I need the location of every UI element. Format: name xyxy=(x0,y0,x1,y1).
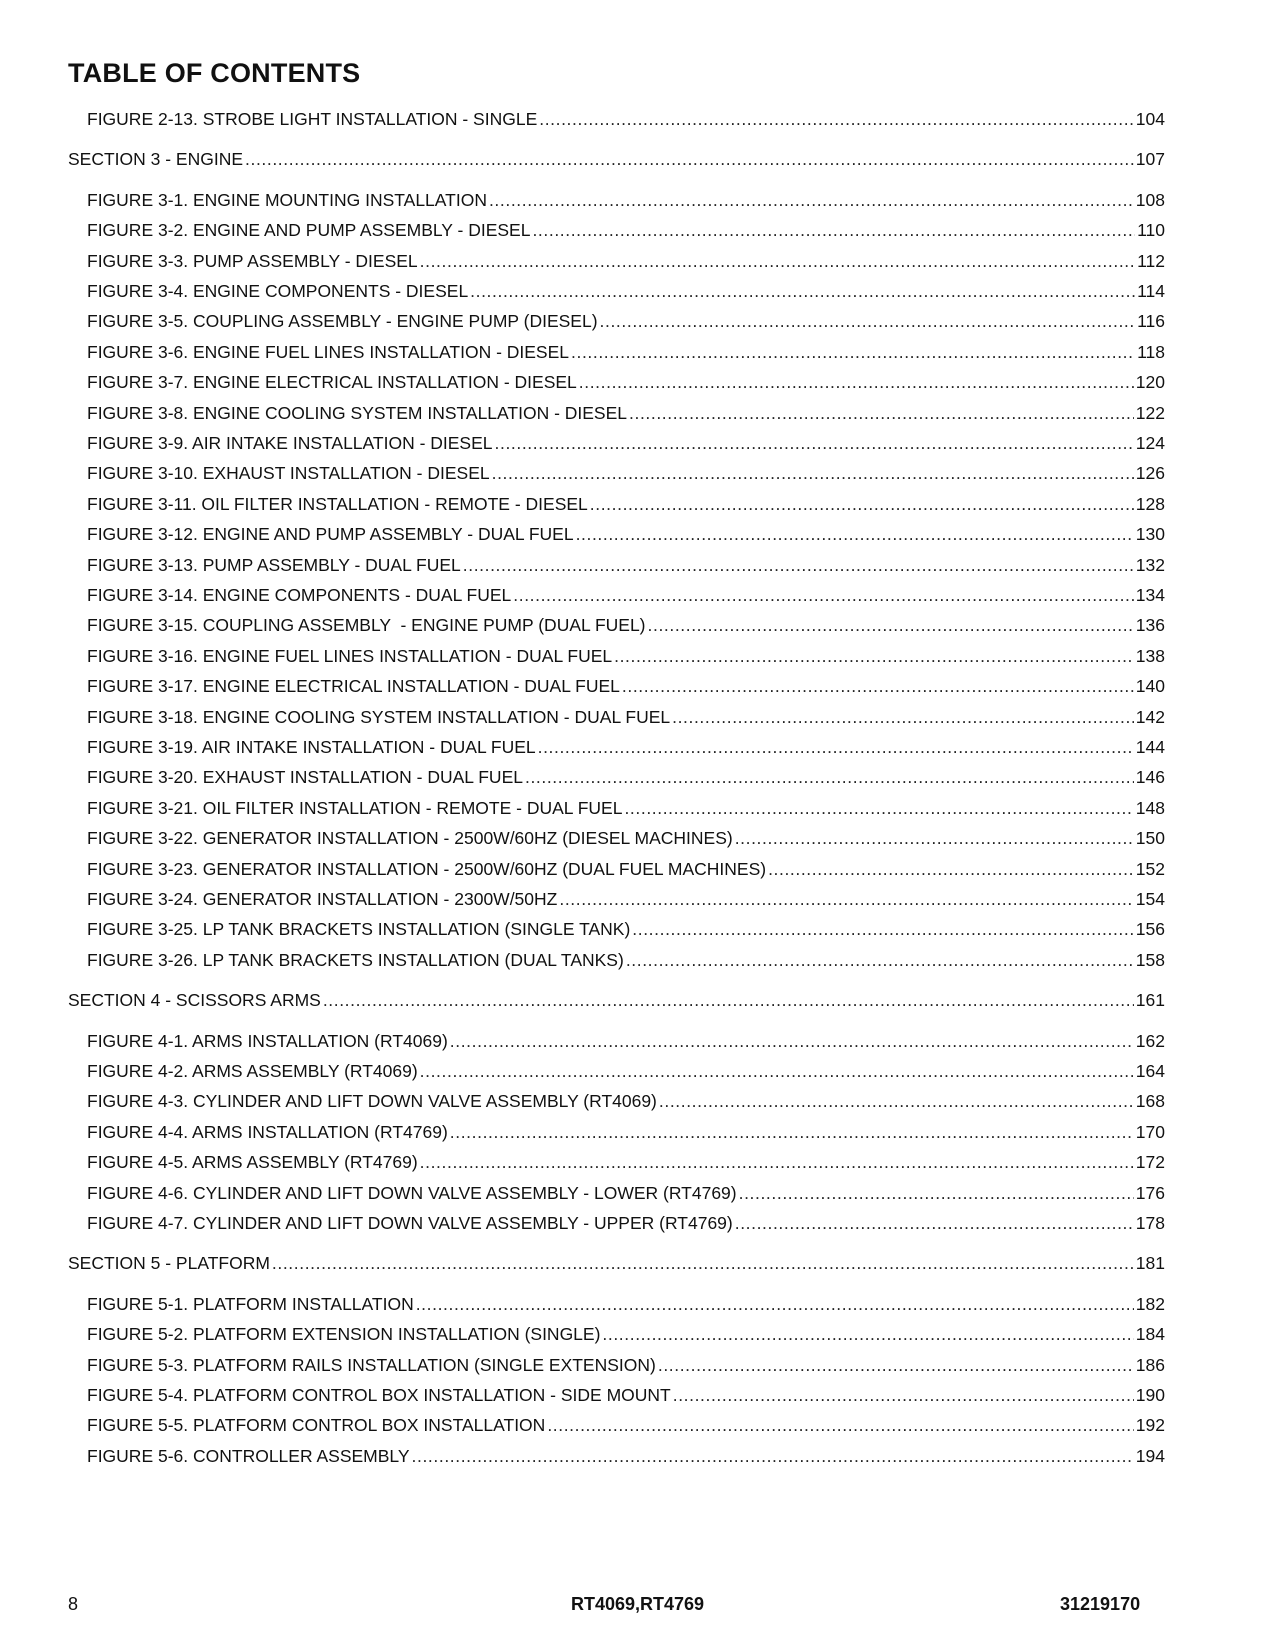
toc-dot-leader xyxy=(626,949,1134,971)
toc-dot-leader xyxy=(420,250,1135,272)
toc-entry-label: FIGURE 2-13. STROBE LIGHT INSTALLATION - SINGLE xyxy=(87,109,538,129)
toc-figure-entry[interactable] xyxy=(87,645,1165,667)
toc-figure-entry[interactable] xyxy=(87,1030,1165,1052)
toc-dot-leader xyxy=(576,523,1134,545)
toc-figure-entry[interactable] xyxy=(87,1384,1165,1406)
toc-figure-entry[interactable] xyxy=(87,493,1165,515)
toc-entry-label: FIGURE 4-5. ARMS ASSEMBLY (RT4769) xyxy=(87,1152,418,1173)
toc-entry-page: 128 xyxy=(1135,493,1165,514)
toc-entry-label: FIGURE 4-7. CYLINDER AND LIFT DOWN VALVE ASSEMBLY - UPPER (RT4769) xyxy=(87,1213,733,1233)
toc-entry-page: 156 xyxy=(1135,919,1165,940)
toc-figure-entry[interactable] xyxy=(87,1182,1165,1204)
toc-dot-leader xyxy=(323,989,1134,1011)
toc-entry-page: 190 xyxy=(1135,1385,1165,1405)
toc-entry-label: FIGURE 3-4. ENGINE COMPONENTS - DIESEL xyxy=(87,281,469,301)
toc-figure-entry[interactable] xyxy=(87,675,1165,697)
toc-entry-page: 181 xyxy=(1135,1253,1165,1274)
toc-dot-leader xyxy=(600,310,1136,332)
toc-entry-page: 114 xyxy=(1137,281,1165,301)
toc-dot-leader xyxy=(489,189,1134,211)
toc-dot-leader xyxy=(450,1030,1134,1052)
toc-entry-page: 162 xyxy=(1135,1030,1165,1051)
toc-entry-label: FIGURE 5-3. PLATFORM RAILS INSTALLATION (SINGLE EXTENSION) xyxy=(87,1354,656,1375)
toc-entry-page: 108 xyxy=(1135,189,1165,210)
toc-dot-leader xyxy=(735,1212,1134,1234)
toc-entry-label: FIGURE 4-1. ARMS INSTALLATION (RT4069) xyxy=(87,1030,448,1051)
toc-figure-entry[interactable] xyxy=(87,858,1165,880)
toc-dot-leader xyxy=(416,1293,1134,1315)
toc-dot-leader xyxy=(768,858,1134,880)
toc-figure-entry[interactable] xyxy=(87,1212,1165,1234)
toc-dot-leader xyxy=(420,1151,1134,1173)
toc-entry-label: FIGURE 3-5. COUPLING ASSEMBLY - ENGINE PUMP (DIESEL) xyxy=(87,311,598,332)
toc-entry-label: FIGURE 4-2. ARMS ASSEMBLY (RT4069) xyxy=(87,1061,418,1081)
toc-entry-page: 134 xyxy=(1135,585,1165,605)
toc-entry-label: FIGURE 3-23. GENERATOR INSTALLATION - 2500W/60HZ (DUAL FUEL MACHINES) xyxy=(87,858,767,879)
toc-dot-leader xyxy=(659,1090,1134,1112)
footer-page-number: 8 xyxy=(68,1594,79,1614)
toc-entry-page: 130 xyxy=(1135,524,1165,545)
toc-section-entry[interactable] xyxy=(68,148,1165,170)
toc-entry-page: 107 xyxy=(1135,149,1165,170)
toc-dot-leader xyxy=(547,1414,1133,1436)
toc-figure-entry[interactable] xyxy=(87,108,1165,130)
toc-entry-label: FIGURE 3-3. PUMP ASSEMBLY - DIESEL xyxy=(87,250,418,271)
toc-dot-leader xyxy=(420,1060,1134,1082)
toc-entry-page: 186 xyxy=(1135,1354,1165,1375)
toc-entry-page: 170 xyxy=(1135,1121,1165,1142)
toc-entry-page: 118 xyxy=(1137,341,1165,362)
toc-entry-label: FIGURE 3-7. ENGINE ELECTRICAL INSTALLATION - DIESEL xyxy=(87,372,577,393)
toc-entry-page: 148 xyxy=(1135,797,1165,818)
toc-dot-leader xyxy=(532,219,1135,241)
toc-dot-leader xyxy=(673,1384,1134,1406)
toc-dot-leader xyxy=(622,675,1134,697)
toc-dot-leader xyxy=(538,736,1134,758)
toc-entry-label: FIGURE 5-5. PLATFORM CONTROL BOX INSTALLATION xyxy=(87,1415,546,1436)
toc-figure-entry[interactable] xyxy=(87,462,1165,484)
toc-entry-page: 116 xyxy=(1137,311,1165,332)
toc-dot-leader xyxy=(739,1182,1134,1204)
toc-entry-label: FIGURE 3-9. AIR INTAKE INSTALLATION - DIESEL xyxy=(87,433,493,453)
toc-section-entry[interactable] xyxy=(68,989,1165,1011)
toc-entry-page: 140 xyxy=(1135,676,1165,697)
toc-dot-leader xyxy=(539,108,1134,130)
toc-dot-leader xyxy=(672,706,1134,728)
toc-entry-label: FIGURE 5-4. PLATFORM CONTROL BOX INSTALLATION - SIDE MOUNT xyxy=(87,1385,671,1405)
toc-dot-leader xyxy=(735,827,1134,849)
toc-entry-page: 154 xyxy=(1135,889,1165,909)
toc-dot-leader xyxy=(658,1354,1134,1376)
toc-entry-label: FIGURE 4-3. CYLINDER AND LIFT DOWN VALVE ASSEMBLY (RT4069) xyxy=(87,1091,657,1112)
toc-figure-entry[interactable] xyxy=(87,584,1165,606)
toc-entry-page: 122 xyxy=(1135,402,1165,423)
toc-entry-page: 146 xyxy=(1135,767,1165,788)
toc-entry-page: 120 xyxy=(1135,372,1165,393)
toc-entry-page: 104 xyxy=(1135,109,1165,129)
toc-figure-entry[interactable] xyxy=(87,1060,1165,1082)
toc-entry-page: 164 xyxy=(1135,1061,1165,1081)
toc-entry-page: 194 xyxy=(1135,1445,1165,1466)
toc-entry-page: 110 xyxy=(1137,220,1165,241)
toc-entry-page: 158 xyxy=(1135,949,1165,970)
toc-figure-entry[interactable] xyxy=(87,1293,1165,1315)
toc-entry-label: FIGURE 3-19. AIR INTAKE INSTALLATION - DUAL FUEL xyxy=(87,737,536,757)
toc-entry-label: FIGURE 3-10. EXHAUST INSTALLATION - DIESEL xyxy=(87,463,490,484)
toc-entry-page: 124 xyxy=(1135,433,1165,453)
toc-entry-page: 150 xyxy=(1135,828,1165,849)
toc-entry-page: 168 xyxy=(1135,1091,1165,1112)
toc-figure-entry[interactable] xyxy=(87,1090,1165,1112)
toc-figure-entry[interactable] xyxy=(87,402,1165,424)
toc-entry-page: 178 xyxy=(1135,1213,1165,1233)
toc-entry-label: FIGURE 3-18. ENGINE COOLING SYSTEM INSTALLATION - DUAL FUEL xyxy=(87,706,671,727)
toc-entry-label: FIGURE 4-4. ARMS INSTALLATION (RT4769) xyxy=(87,1121,448,1142)
toc-entry-label: FIGURE 5-1. PLATFORM INSTALLATION xyxy=(87,1293,414,1314)
toc-entry-page: 112 xyxy=(1137,250,1165,271)
toc-entry-label: FIGURE 4-6. CYLINDER AND LIFT DOWN VALVE ASSEMBLY - LOWER (RT4769) xyxy=(87,1182,737,1203)
toc-figure-entry[interactable] xyxy=(87,371,1165,393)
toc-entry-page: 138 xyxy=(1135,645,1165,666)
toc-dot-leader xyxy=(272,1252,1134,1274)
toc-figure-entry[interactable] xyxy=(87,1354,1165,1376)
footer-model-text: RT4069,RT4769 xyxy=(570,1594,705,1614)
toc-entry-page: 182 xyxy=(1135,1293,1165,1314)
toc-figure-entry[interactable] xyxy=(87,523,1165,545)
toc-figure-entry[interactable] xyxy=(87,280,1165,302)
toc-entry-page: 176 xyxy=(1135,1182,1165,1203)
toc-dot-leader xyxy=(571,341,1135,363)
toc-entry-page: 172 xyxy=(1135,1152,1165,1173)
toc-entry-label: SECTION 4 - SCISSORS ARMS xyxy=(68,990,321,1011)
toc-figure-entry[interactable] xyxy=(87,1121,1165,1143)
toc-entry-label: FIGURE 3-16. ENGINE FUEL LINES INSTALLATION - DUAL FUEL xyxy=(87,645,613,666)
toc-figure-entry[interactable] xyxy=(87,888,1165,910)
toc-figure-entry[interactable] xyxy=(87,1445,1165,1467)
toc-dot-leader xyxy=(632,918,1134,940)
footer-doc-number: 31219170 xyxy=(1060,1594,1141,1614)
toc-dot-leader xyxy=(245,148,1134,170)
toc-entry-label: FIGURE 3-21. OIL FILTER INSTALLATION - REMOTE - DUAL FUEL xyxy=(87,797,623,818)
toc-entry-label: FIGURE 5-2. PLATFORM EXTENSION INSTALLATION (SINGLE) xyxy=(87,1324,601,1345)
toc-entry-label: FIGURE 3-1. ENGINE MOUNTING INSTALLATION xyxy=(87,189,487,210)
toc-figure-entry[interactable] xyxy=(87,189,1165,211)
toc-figure-entry[interactable] xyxy=(87,614,1165,636)
toc-entry-page: 136 xyxy=(1135,615,1165,636)
toc-dot-leader xyxy=(492,462,1134,484)
toc-entry-page: 144 xyxy=(1135,737,1165,757)
toc-dot-leader xyxy=(513,584,1134,606)
toc-entry-label: FIGURE 3-15. COUPLING ASSEMBLY - ENGINE PUMP (DUAL FUEL) xyxy=(87,615,646,636)
toc-figure-entry[interactable] xyxy=(87,797,1165,819)
toc-entry-label: FIGURE 3-20. EXHAUST INSTALLATION - DUAL FUEL xyxy=(87,767,523,788)
toc-entry-label: FIGURE 3-26. LP TANK BRACKETS INSTALLATION (DUAL TANKS) xyxy=(87,949,624,970)
toc-entry-label: FIGURE 3-25. LP TANK BRACKETS INSTALLATION (SINGLE TANK) xyxy=(87,919,631,940)
toc-figure-entry[interactable] xyxy=(87,706,1165,728)
toc-dot-leader xyxy=(624,797,1133,819)
toc-figure-entry[interactable] xyxy=(87,219,1165,241)
toc-entry-page: 161 xyxy=(1135,990,1165,1011)
toc-entry-label: FIGURE 3-17. ENGINE ELECTRICAL INSTALLATION - DUAL FUEL xyxy=(87,676,620,697)
toc-figure-entry[interactable] xyxy=(87,918,1165,940)
toc-figure-entry[interactable] xyxy=(87,310,1165,332)
page-title: TABLE OF CONTENTS xyxy=(68,58,361,88)
toc-dot-leader xyxy=(463,554,1134,576)
toc-entry-page: 126 xyxy=(1135,463,1165,484)
toc-figure-entry[interactable] xyxy=(87,341,1165,363)
toc-entry-label: FIGURE 3-6. ENGINE FUEL LINES INSTALLATION - DIESEL xyxy=(87,341,570,362)
toc-entry-label: SECTION 3 - ENGINE xyxy=(68,149,244,170)
toc-figure-entry[interactable] xyxy=(87,432,1165,454)
toc-figure-entry[interactable] xyxy=(87,250,1165,272)
toc-dot-leader xyxy=(525,766,1134,788)
toc-figure-entry[interactable] xyxy=(87,554,1165,576)
toc-dot-leader xyxy=(412,1445,1134,1467)
toc-figure-entry[interactable] xyxy=(87,766,1165,788)
toc-dot-leader xyxy=(602,1323,1133,1345)
toc-entry-label: FIGURE 3-13. PUMP ASSEMBLY - DUAL FUEL xyxy=(87,554,461,575)
toc-dot-leader xyxy=(648,614,1134,636)
toc-entry-label: SECTION 5 - PLATFORM xyxy=(68,1253,270,1274)
toc-entry-page: 132 xyxy=(1135,554,1165,575)
toc-figure-entry[interactable] xyxy=(87,1414,1165,1436)
toc-dot-leader xyxy=(590,493,1134,515)
toc-figure-entry[interactable] xyxy=(87,1323,1165,1345)
toc-figure-entry[interactable] xyxy=(87,1151,1165,1173)
toc-entry-label: FIGURE 3-14. ENGINE COMPONENTS - DUAL FUEL xyxy=(87,585,512,605)
toc-dot-leader xyxy=(559,888,1133,910)
toc-dot-leader xyxy=(579,371,1134,393)
toc-entry-label: FIGURE 3-11. OIL FILTER INSTALLATION - REMOTE - DIESEL xyxy=(87,493,588,514)
toc-entry-label: FIGURE 5-6. CONTROLLER ASSEMBLY xyxy=(87,1445,410,1466)
toc-entry-label: FIGURE 3-22. GENERATOR INSTALLATION - 2500W/60HZ (DIESEL MACHINES) xyxy=(87,828,733,849)
toc-entry-page: 152 xyxy=(1135,858,1165,879)
toc-entry-label: FIGURE 3-24. GENERATOR INSTALLATION - 2300W/50HZ xyxy=(87,889,558,909)
toc-figure-entry[interactable] xyxy=(87,949,1165,971)
toc-dot-leader xyxy=(629,402,1134,424)
toc-entry-page: 184 xyxy=(1135,1324,1165,1345)
toc-dot-leader xyxy=(450,1121,1134,1143)
toc-figure-entry[interactable] xyxy=(87,827,1165,849)
toc-section-entry[interactable] xyxy=(68,1252,1165,1274)
toc-entry-label: FIGURE 3-2. ENGINE AND PUMP ASSEMBLY - DIESEL xyxy=(87,220,531,241)
toc-dot-leader xyxy=(470,280,1135,302)
toc-entry-page: 142 xyxy=(1135,706,1165,727)
toc-entry-label: FIGURE 3-12. ENGINE AND PUMP ASSEMBLY - DUAL FUEL xyxy=(87,524,574,545)
toc-dot-leader xyxy=(614,645,1134,667)
toc-entry-page: 192 xyxy=(1135,1415,1165,1436)
toc-figure-entry[interactable] xyxy=(87,736,1165,758)
toc-dot-leader xyxy=(495,432,1134,454)
toc-entry-label: FIGURE 3-8. ENGINE COOLING SYSTEM INSTALLATION - DIESEL xyxy=(87,402,628,423)
